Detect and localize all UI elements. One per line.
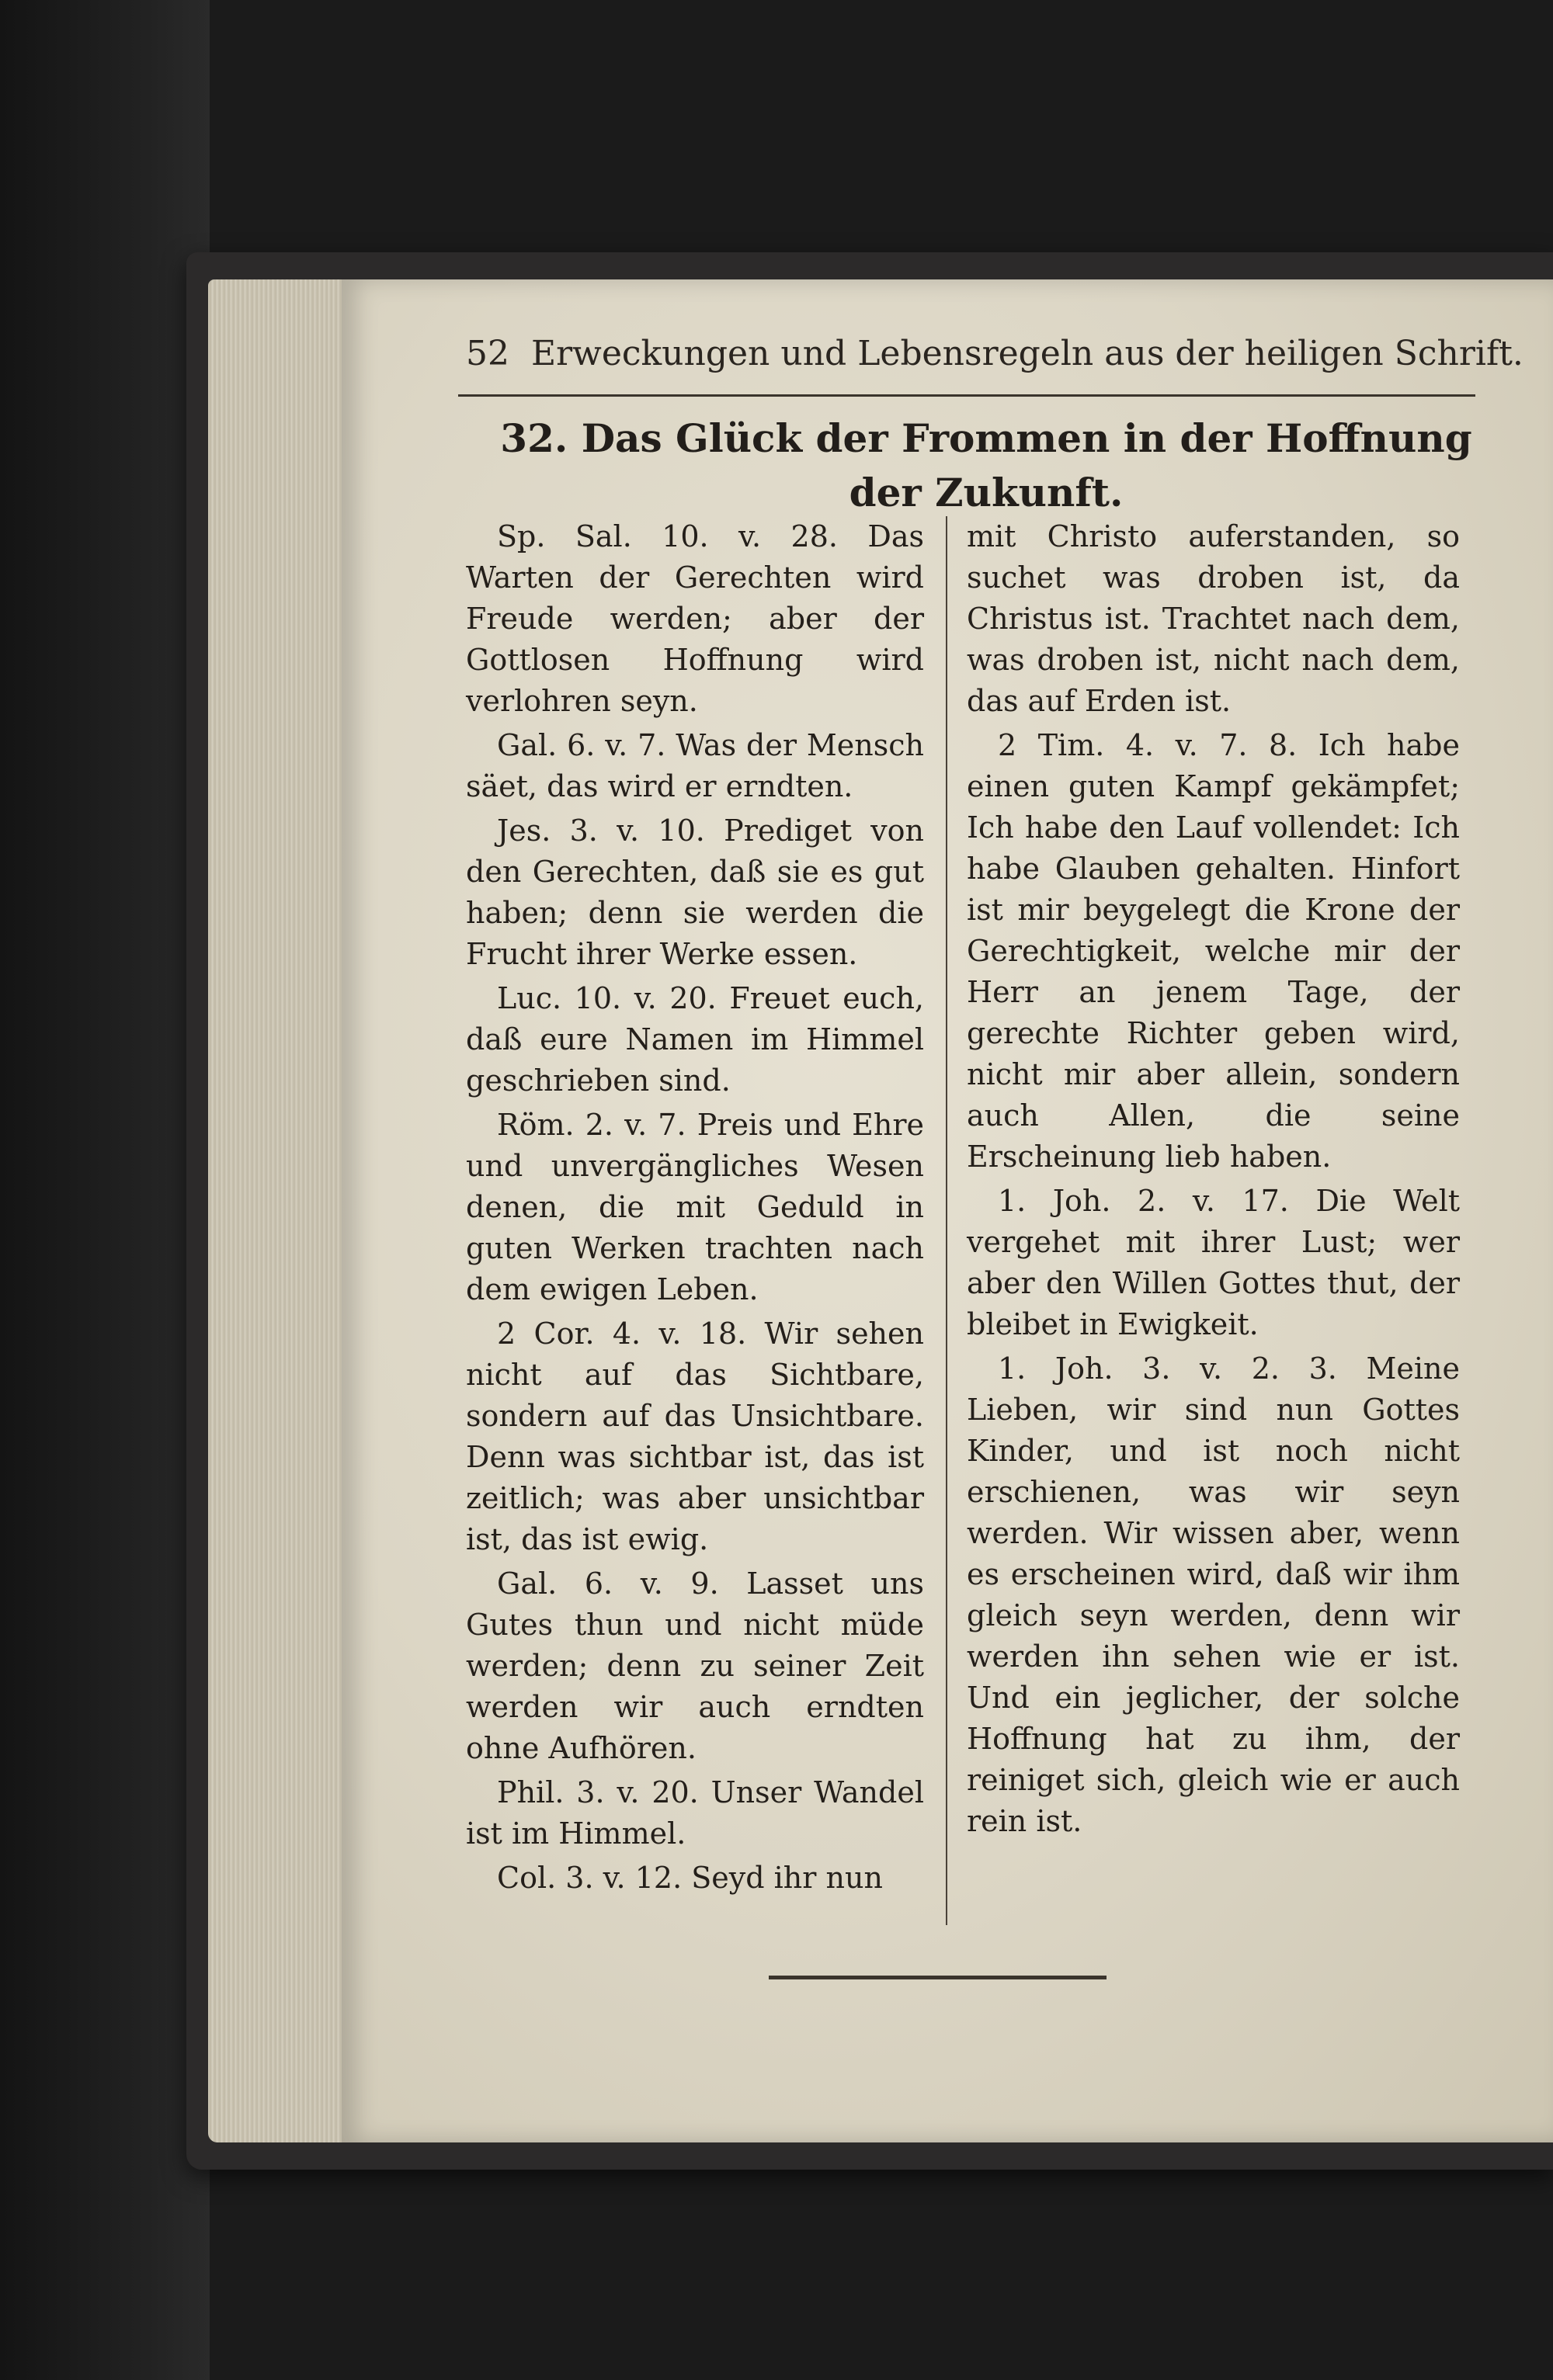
running-head xyxy=(466,334,1523,388)
verse-paragraph: 1. Joh. 3. v. 2. 3. Meine Lieben, wir sind nun Gottes Kinder, und ist noch nicht erschienen, was wir seyn werden. Wir wissen aber, wenn es erscheinen wird, daß wir ihm gleich seyn werden, denn wir werden ihn sehen wie er ist. Und ein jeglicher, der solche Hoffnung hat zu ihm, der reiniget sich, gleich wie er auch rein ist. xyxy=(967,1351,1460,1838)
section-title-line1: 32. Das Glück der Frommen in der Hoffnung xyxy=(500,415,1472,461)
verse-paragraph: Jes. 3. v. 10. Prediget von den Gerechten, daß sie es gut haben; denn sie werden die Frucht ihrer Werke essen. xyxy=(466,814,924,971)
column-divider xyxy=(946,516,947,1925)
header-rule xyxy=(458,394,1475,397)
verse-paragraph: Gal. 6. v. 9. Lasset uns Gutes thun und nicht müde werden; denn zu seiner Zeit werden wir auch erndten ohne Aufhören. xyxy=(466,1566,924,1765)
verse-paragraph: Sp. Sal. 10. v. 28. Das Warten der Gerechten wird Freude werden; aber der Gottlosen Hoffnung wird verlohren seyn. xyxy=(466,519,924,718)
end-rule xyxy=(769,1976,1107,1979)
page-edges xyxy=(208,279,363,2142)
running-head-text: Erweckungen und Lebensregeln aus der heiligen Schrift. xyxy=(531,334,1523,373)
verse-paragraph: 2 Cor. 4. v. 18. Wir sehen nicht auf das Sichtbare, sondern auf das Unsichtbare. Denn was sichtbar ist, das ist zeitlich; was aber unsichtbar ist, das ist ewig. xyxy=(466,1317,924,1556)
page-number: 52 xyxy=(466,334,509,373)
verse-paragraph: 2 Tim. 4. v. 7. 8. Ich habe einen guten Kampf gekämpfet; Ich habe den Lauf vollendet: Ich habe Glauben gehalten. Hinfort ist mir beygelegt die Krone der Gerechtigkeit, welche mir der Herr an jenem Tage, der gerechte Richter geben wird, nicht mir aber allein, sondern auch Allen, die seine Erscheinung lieb haben. xyxy=(967,728,1460,1174)
verse-paragraph: Gal. 6. v. 7. Was der Mensch säet, das wird er erndten. xyxy=(466,728,924,803)
section-title-line2: der Zukunft. xyxy=(849,470,1124,515)
verse-paragraph: mit Christo auferstanden, so suchet was droben ist, da Christus ist. Trachtet nach dem, was droben ist, nicht nach dem, das auf Erden ist. xyxy=(967,519,1460,718)
verse-paragraph: Col. 3. v. 12. Seyd ihr nun xyxy=(497,1861,883,1895)
left-column xyxy=(466,516,924,1902)
verse-paragraph: 1. Joh. 2. v. 17. Die Welt vergehet mit ihrer Lust; wer aber den Willen Gottes thut, der bleibet in Ewigkeit. xyxy=(967,1184,1460,1341)
background xyxy=(0,0,210,2380)
verse-paragraph: Röm. 2. v. 7. Preis und Ehre und unvergängliches Wesen denen, die mit Geduld in guten Werken trachten nach dem ewigen Leben. xyxy=(466,1108,924,1306)
right-column xyxy=(967,516,1460,1845)
section-title xyxy=(497,411,1475,520)
verse-paragraph: Luc. 10. v. 20. Freuet euch, daß eure Namen im Himmel geschrieben sind. xyxy=(466,981,924,1098)
verse-paragraph: Phil. 3. v. 20. Unser Wandel ist im Himmel. xyxy=(466,1775,924,1851)
